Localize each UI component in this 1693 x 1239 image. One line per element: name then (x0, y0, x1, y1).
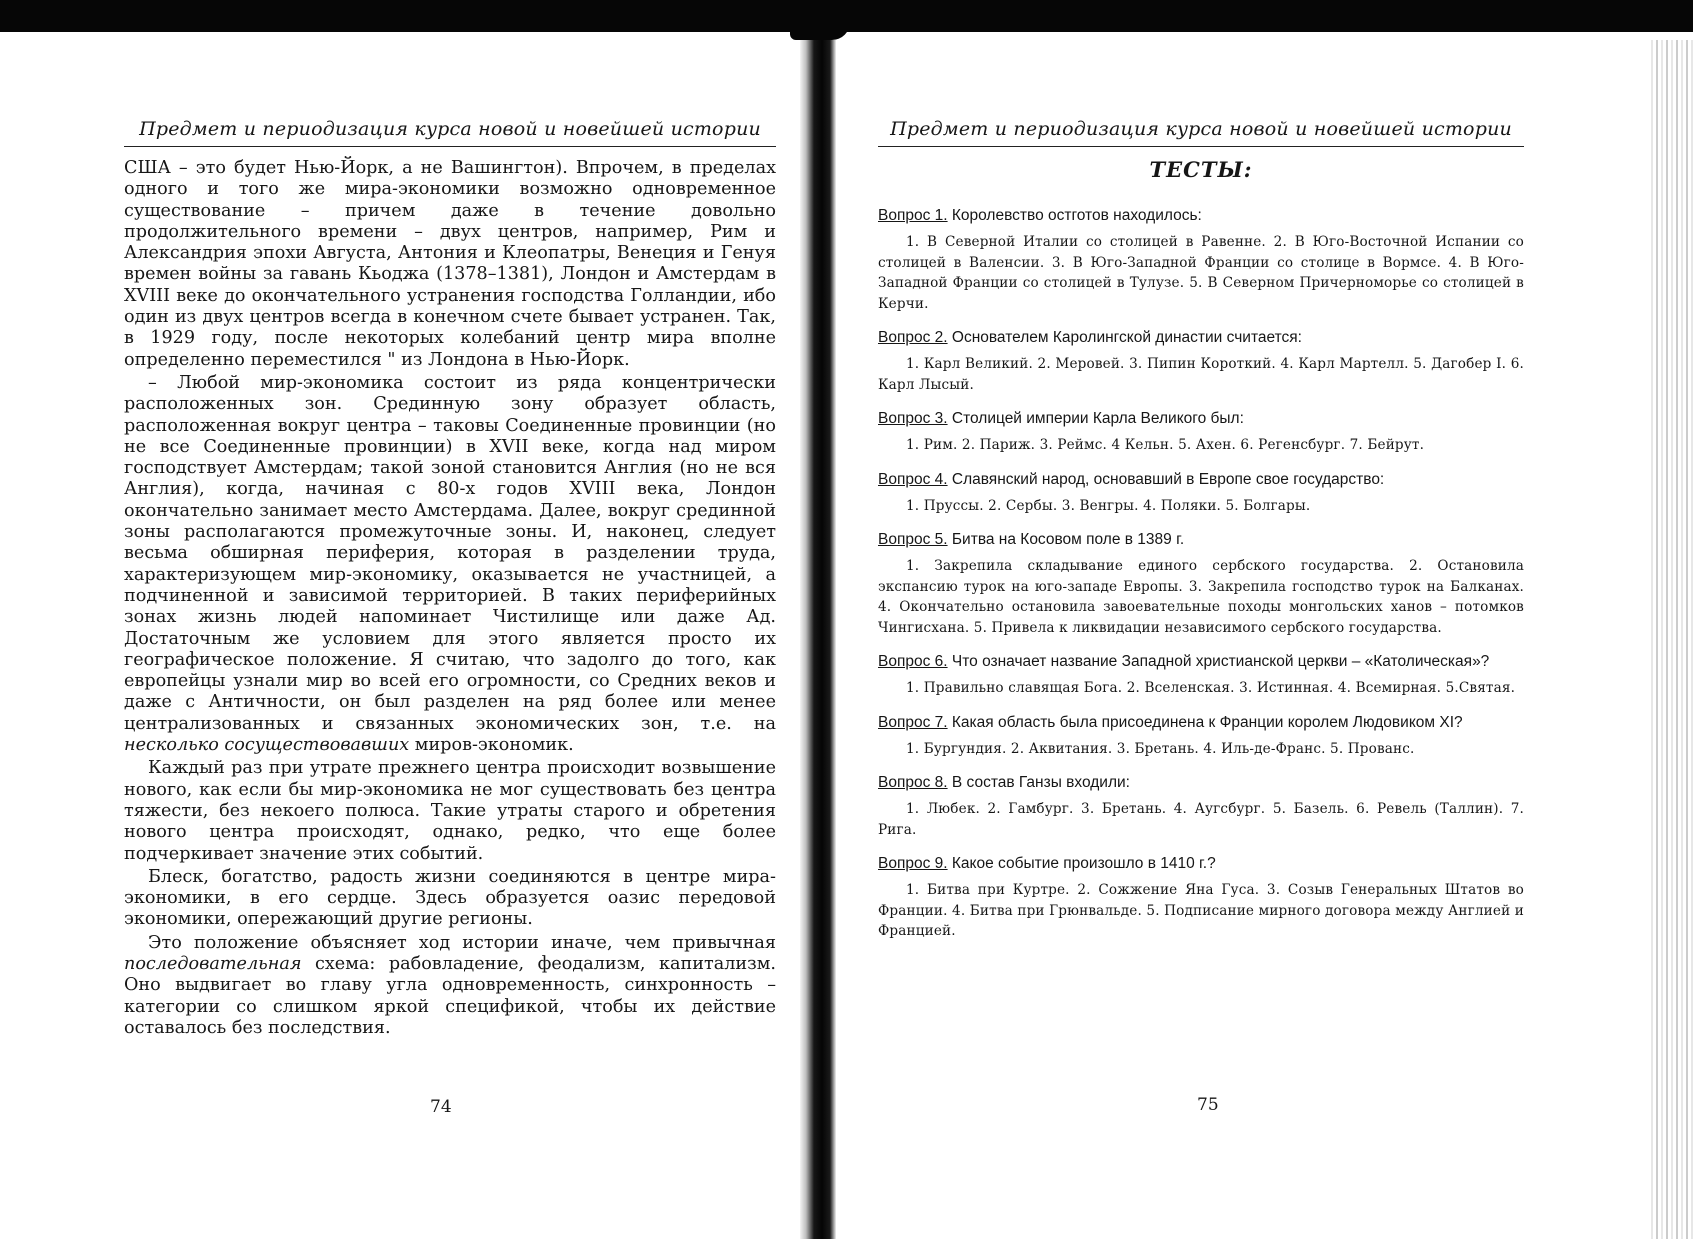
test-question (878, 854, 1524, 942)
italic-text: последовательная (124, 953, 302, 974)
test-question (878, 470, 1524, 517)
page-edge-lines (1648, 40, 1693, 1239)
answer-options: 1. В Северной Италии со столицей в Равенне. 2. В Юго-Восточной Испании со столицей в Валенсии. 3. В Юго-Западной Франции со столице в Вормсе. 4. В Юго-Западной Франции со столицей в Тулузе. 5. В Северном Причерноморье со столицей в Керчи. (878, 234, 1524, 312)
italic-text: несколько сосуществовавших (124, 735, 410, 756)
question-number: Вопрос 1. (878, 207, 948, 224)
question-text: Столицей империи Карла Великого был: (947, 410, 1244, 427)
question-line (878, 713, 1524, 733)
paragraph (124, 373, 776, 756)
left-page-body (124, 158, 776, 1039)
question-text: Что означает название Западной христианской церкви – «Католическая»? (947, 653, 1490, 670)
question-number: Вопрос 4. (878, 470, 948, 488)
tests-title: ТЕСТЫ: (1149, 157, 1253, 182)
question-number: Вопрос 3. (878, 410, 948, 427)
question-line (878, 206, 1524, 226)
paragraph-text: Каждый раз при утрате прежнего центра происходит возвышение нового, как если бы мир-экономика не мог существовать без центра тяжести, без некоего полюса. Такие утраты старого и обретения нового центра происходят, однако, редко, что еще более подчеркивает значение этих событий. (124, 758, 776, 864)
test-question (878, 713, 1524, 760)
test-question (878, 409, 1524, 456)
paragraph (124, 758, 776, 864)
test-question (878, 773, 1524, 840)
question-text: Королевство остготов находилось: (947, 207, 1202, 224)
test-question (878, 530, 1524, 638)
scan-top-notch (790, 22, 850, 40)
question-text: Какая область была присоединена к Франции королем Людовиком XI? (947, 713, 1463, 731)
question-text: Какое событие произошло в 1410 г.? (947, 855, 1216, 872)
question-line (878, 530, 1524, 550)
right-running-header: Предмет и периодизация курса новой и новейшей истории (878, 118, 1524, 147)
paragraph-text: – Любой мир-экономика состоит из ряда концентрически расположенных зон. Срединную зону образует область, расположенная вокруг центра – таковы Соединенные провинции (но не все Соединенные провинции) в XVII веке, когда над миром господствует Амстердам; такой зоной становится Англия (но не вся Англия), когда, начиная с 80-х годов XVIII века, Лондон окончательно занимает место Амстердама. Далее, вокруг срединной зоны располагаются промежуточные зоны. И, наконец, следует весьма обширная периферия, которая в разделении труда, характеризующем мир-экономику, оказывается не участницей, а подчиненной и зависимой территорией. В таких периферийных зонах жизнь людей напоминает Чистилище или даже Ад. Достаточным же условием для этого является просто их географическое положение. Я считаю, что задолго до того, как европейцы узнали мир во всей его огромности, со Средних веков и даже с Античности, он был разделен на ряд более или менее централизованных и связанных экономических зон, т.е. на (124, 372, 776, 734)
test-question (878, 652, 1524, 699)
right-page (878, 118, 1524, 942)
paragraph-text: миров-экономик. (409, 735, 574, 756)
question-line (878, 470, 1524, 490)
question-line (878, 652, 1524, 672)
question-number: Вопрос 6. (878, 653, 948, 670)
paragraph (124, 158, 776, 371)
paragraph (124, 933, 776, 1039)
question-number: Вопрос 9. (878, 855, 948, 872)
question-number: Вопрос 8. (878, 774, 948, 791)
paragraph-text: схема: рабовладение, феодализм, капитализм. Оно выдвигает во главу угла одновременность, синхронность – категории со слишком яркой спецификой, чтобы их действие оставалось без последствия. (124, 953, 776, 1038)
question-number: Вопрос 7. (878, 713, 948, 731)
question-line (878, 328, 1524, 348)
left-page-number: 74 (430, 1097, 452, 1117)
question-line (878, 409, 1524, 429)
answer-options: 1. Правильно славящая Бога. 2. Вселенская. 3. Истинная. 4. Всемирная. 5.Святая. (906, 680, 1516, 696)
right-page-number: 75 (1197, 1095, 1219, 1115)
paragraph-text: Это положение объясняет ход истории иначе, чем привычная (148, 932, 776, 953)
question-text: В состав Ганзы входили: (947, 774, 1130, 791)
paragraph (124, 867, 776, 931)
test-question (878, 328, 1524, 395)
question-line (878, 854, 1524, 874)
question-number: Вопрос 5. (878, 531, 948, 548)
paragraph-text: Блеск, богатство, радость жизни соединяются в центре мира-экономики, в его сердце. Здесь образуется оазис передовой экономики, опережающий другие регионы. (124, 866, 776, 930)
book-spine-shadow (800, 40, 836, 1239)
question-text: Славянский народ, основавший в Европе свое государство: (947, 470, 1385, 488)
test-question (878, 206, 1524, 314)
question-text: Основателем Каролингской династии считается: (947, 329, 1302, 346)
answer-options: 1. Рим. 2. Париж. 3. Реймс. 4 Кельн. 5. Ахен. 6. Регенсбург. 7. Бейрут. (906, 437, 1425, 453)
answer-options: 1. Битва при Куртре. 2. Сожжение Яна Гуса. 3. Созыв Генеральных Штатов во Франции. 4. Битва при Грюнвальде. 5. Подписание мирного договора между Англией и Францией. (878, 882, 1524, 939)
question-number: Вопрос 2. (878, 329, 948, 346)
answer-options: 1. Карл Великий. 2. Меровей. 3. Пипин Короткий. 4. Карл Мартелл. 5. Дагобер I. 6. Карл Лысый. (878, 356, 1524, 393)
questions-list (878, 206, 1524, 942)
answer-options: 1. Бургундия. 2. Аквитания. 3. Бретань. 4. Иль-де-Франс. 5. Прованс. (906, 740, 1415, 757)
question-line (878, 773, 1524, 793)
paragraph-text: США – это будет Нью-Йорк, а не Вашингтон). Впрочем, в пределах одного и того же мира-экономики возможно одновременное существование – причем даже в течение довольно продолжительного времени – двух центров, например, Рим и Александрия эпохи Августа, Антония и Клеопатры, Венеция и Генуя времен войны за гавань Кьоджа (1378–1381), Лондон и Амстердам в XVIII веке до окончательного устранения господства Голландии, ибо один из двух центров всегда в конечном счете бывает устранен. Так, в 1929 году, после некоторых колебаний центр мира вполне определенно переместился " из Лондона в Нью-Йорк. (124, 158, 776, 370)
left-running-header: Предмет и периодизация курса новой и новейшей истории (124, 118, 776, 147)
answer-options: 1. Закрепила складывание единого сербского государства. 2. Остановила экспансию турок на юго-западе Европы. 3. Закрепила господство турок на Балканах. 4. Окончательно остановила завоевательные походы монгольских ханов – потомков Чингисхана. 5. Привела к ликвидации независимого сербского государства. (878, 558, 1524, 636)
answer-options: 1. Любек. 2. Гамбург. 3. Бретань. 4. Аугсбург. 5. Базель. 6. Ревель (Таллин). 7. Рига. (878, 801, 1524, 838)
left-page (124, 118, 776, 1039)
question-text: Битва на Косовом поле в 1389 г. (947, 531, 1185, 548)
answer-options: 1. Пруссы. 2. Сербы. 3. Венгры. 4. Поляки. 5. Болгары. (906, 497, 1311, 514)
